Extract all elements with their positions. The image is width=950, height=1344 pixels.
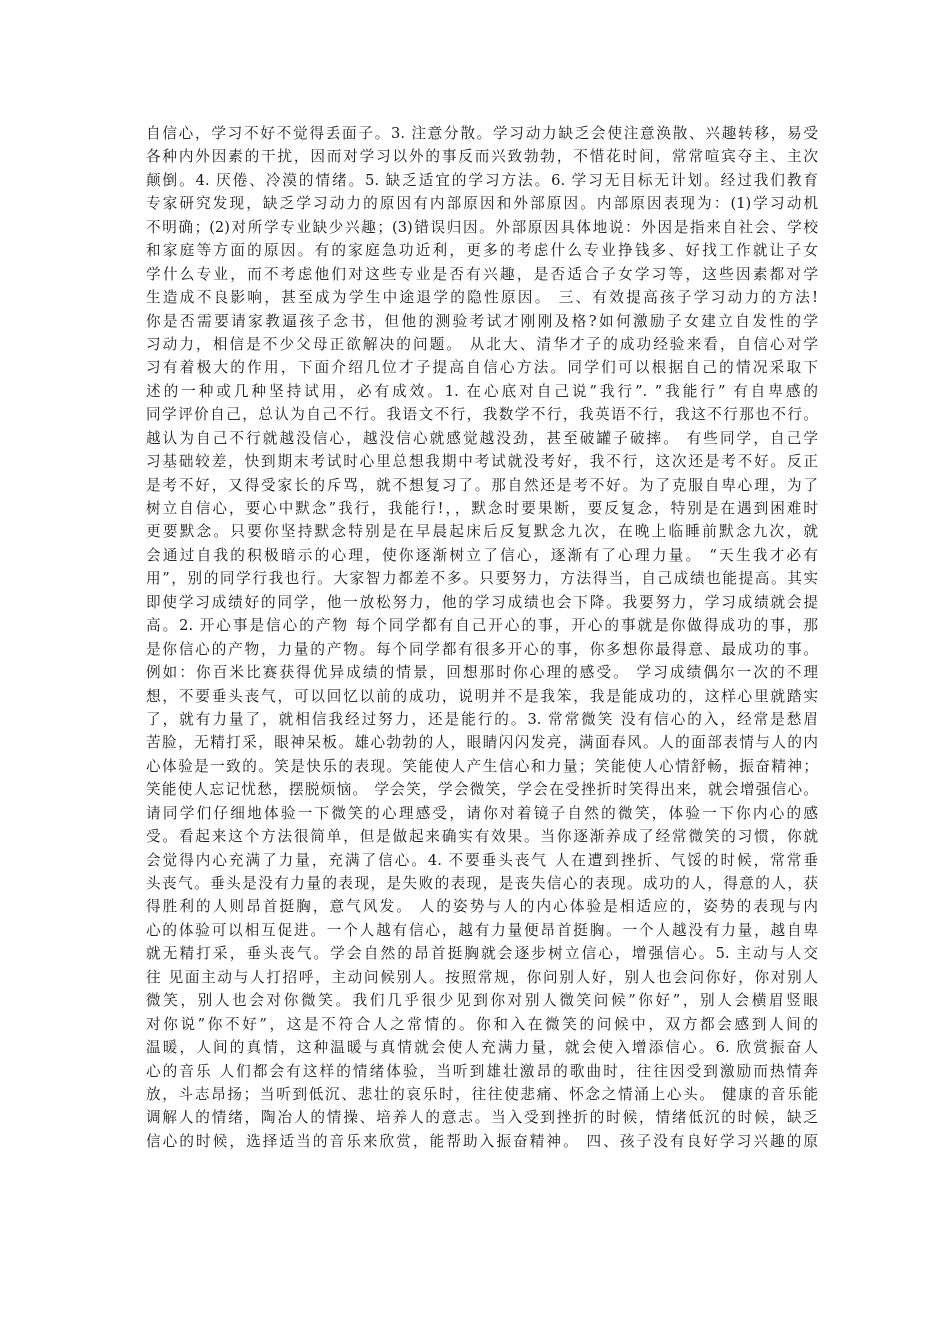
text-line: 习动力，相信是不少父母正欲解决的问题。 从北大、清华才子的成功经验来看，自信心对学 [146, 335, 818, 353]
text-line: 生造成不良影响，甚至成为学生中途退学的隐性原因。 三、有效提高孩子学习动力的方法! [146, 289, 818, 307]
text-line: 会通过自我的积极暗示的心理，使你逐渐树立了信心，逐渐有了心理力量。 “天生我才必有 [146, 546, 818, 564]
text-line: 同学评价自己，总认为自己不行。我语文不行，我数学不行，我英语不行，我这不行那也不行。 [146, 406, 818, 424]
text-line: 放，斗志昂扬；当听到低沉、悲壮的哀乐时，往往使悲痛、怀念之情涌上心头。 健康的音乐能 [146, 1085, 818, 1103]
text-line: 是考不好，又得受家长的斥骂，就不想复习了。那自然还是考不好。为了克服自卑心理，为了 [146, 476, 818, 494]
text-line: 各种内外因素的干扰，因而对学习以外的事反而兴致勃勃，不惜花时间，常常喧宾夺主、主次 [146, 148, 818, 166]
text-line: 信心的时候，选择适当的音乐来欣赏，能帮助入振奋精神。 四、孩子没有良好学习兴趣的原 [146, 1132, 818, 1150]
text-line: 即使学习成绩好的同学，他一放松努力，他的学习成绩也会下降。我要努力，学习成绩就会提 [146, 593, 818, 611]
text-line: 学什么专业，而不考虑他们对这些专业是否有兴趣，是否适合子女学习等，这些因素都对学 [146, 265, 818, 283]
text-line: 请同学们仔细地体验一下微笑的心理感受，请你对着镜子自然的微笑，体验一下你内心的感 [146, 804, 818, 822]
body-text [146, 122, 818, 1153]
text-line: 和家庭等方面的原因。有的家庭急功近利，更多的考虑什么专业挣钱多、好找工作就让子女 [146, 242, 818, 260]
text-line: 更要默念。只要你坚持默念特别是在早晨起床后反复默念九次，在晚上临睡前默念九次，就 [146, 523, 818, 541]
text-line: 自信心，学习不好不觉得丢面子。3. 注意分散。学习动力缺乏会使注意涣散、兴趣转移，易受 [146, 125, 818, 142]
text-line: 对你说”你不好”，这是不符合人之常情的。你和入在微笑的问候中，双方都会感到人间的 [146, 1015, 818, 1033]
text-line: 温暖，人间的真情，这种温暖与真情就会使人充满力量，就会使入增添信心。6. 欣赏振奋人 [146, 1039, 818, 1057]
text-line: 得胜利的人则昂首挺胸，意气风发。 人的姿势与人的内心体验是相适应的，姿势的表现与内 [146, 898, 818, 916]
text-line: 树立自信心，要心中默念”我行，我能行!，，默念时要果断，要反复念，特别是在遇到困难时 [146, 500, 818, 517]
text-line: 心体验是一致的。笑是快乐的表现。笑能使人产生信心和力量；笑能使人心情舒畅，振奋精神； [146, 757, 818, 775]
text-line: 了，就有力量了，就相信我经过努力，还是能行的。3. 常常微笑 没有信心的入，经常是愁眉 [146, 710, 818, 728]
text-line: 调解人的情绪，陶冶人的情操、培养人的意志。当入受到挫折的时候，情绪低沉的时候，缺乏 [146, 1109, 818, 1127]
text-line: 述的一种或几种坚持试用，必有成效。1. 在心底对自己说”我行”. ”我能行” 有自卑感的 [146, 382, 818, 400]
text-line: 习有着极大的作用，下面介绍几位才子提高自信心方法。同学们可以根据自己的情况采取下 [146, 359, 818, 377]
text-line: 颠倒。4. 厌倦、冷漠的情绪。5. 缺乏适宜的学习方法。6. 学习无目标无计划。经过我们教育 [146, 171, 818, 189]
text-line: 你是否需要请家教逼孩子念书，但他的测验考试才刚刚及格?如何激励子女建立自发性的学 [146, 312, 818, 330]
text-line: 习基础较差，快到期末考试时心里总想我期中考试就没考好，我不行，这次还是考不好。反正 [146, 453, 818, 471]
text-line: 苦脸，无精打采，眼神呆板。雄心勃勃的人，眼睛闪闪发亮，满面春风。人的面部表情与人的内 [146, 734, 818, 752]
text-line: 高。2. 开心事是信心的产物 每个同学都有自己开心的事，开心的事就是你做得成功的事，那 [146, 617, 818, 635]
text-line: 就无精打采，垂头丧气。学会自然的昂首挺胸就会逐步树立信心，增强信心。5. 主动与人交 [146, 945, 818, 963]
text-line: 会觉得内心充满了力量，充满了信心。4. 不要垂头丧气 人在遭到挫折、气馁的时候，常常垂 [146, 851, 818, 869]
text-line: 越认为自己不行就越没信心，越没信心就感觉越没劲，甚至破罐子破摔。 有些同学，自己学 [146, 429, 818, 447]
text-line: 头丧气。垂头是没有力量的表现，是失败的表现，是丧失信心的表现。成功的人，得意的人，获 [146, 875, 818, 892]
text-line: 微笑，别人也会对你微笑。我们几乎很少见到你对别人微笑问候”你好”，别人会横眉竖眼 [146, 992, 818, 1010]
text-line: 想，不要垂头丧气，可以回忆以前的成功，说明并不是我笨，我是能成功的，这样心里就踏实 [146, 687, 818, 705]
text-line: 专家研究发现，缺乏学习动力的原因有内部原因和外部原因。内部原因表现为：(1)学习动机 [146, 195, 818, 213]
text-line: 用”，别的同学行我也行。大家智力都差不多。只要努力，方法得当，自己成绩也能提高。其实 [146, 570, 818, 588]
text-line: 往 见面主动与人打招呼，主动问候别人。按照常规，你问别人好，别人也会问你好，你对别人 [146, 968, 818, 986]
text-line: 笑能使人忘记忧愁，摆脱烦恼。 学会笑，学会微笑，学会在受挫折时笑得出来，就会增强信心。 [146, 781, 818, 799]
text-line: 不明确；(2)对所学专业缺少兴趣；(3)错误归因。外部原因具体地说：外因是指来自社会、学校 [146, 218, 818, 236]
text-line: 受。看起来这个方法很简单，但是做起来确实有效果。当你逐渐养成了经常微笑的习惯，你就 [146, 828, 818, 846]
text-line: 例如：你百米比赛获得优异成绩的情景，回想那时你心理的感受。 学习成绩偶尔一次的不理 [146, 664, 818, 682]
text-line: 是你信心的产物，力量的产物。每个同学都有很多开心的事，你多想你最得意、最成功的事。 [146, 640, 818, 658]
text-line: 心的音乐 人们都会有这样的情绪体验，当听到雄壮激昂的歌曲时，往往因受到激励而热情奔 [146, 1062, 818, 1080]
text-line: 心的体验可以相互促进。一个人越有信心，越有力量便昂首挺胸。一个人越没有力量，越自卑 [146, 921, 818, 939]
